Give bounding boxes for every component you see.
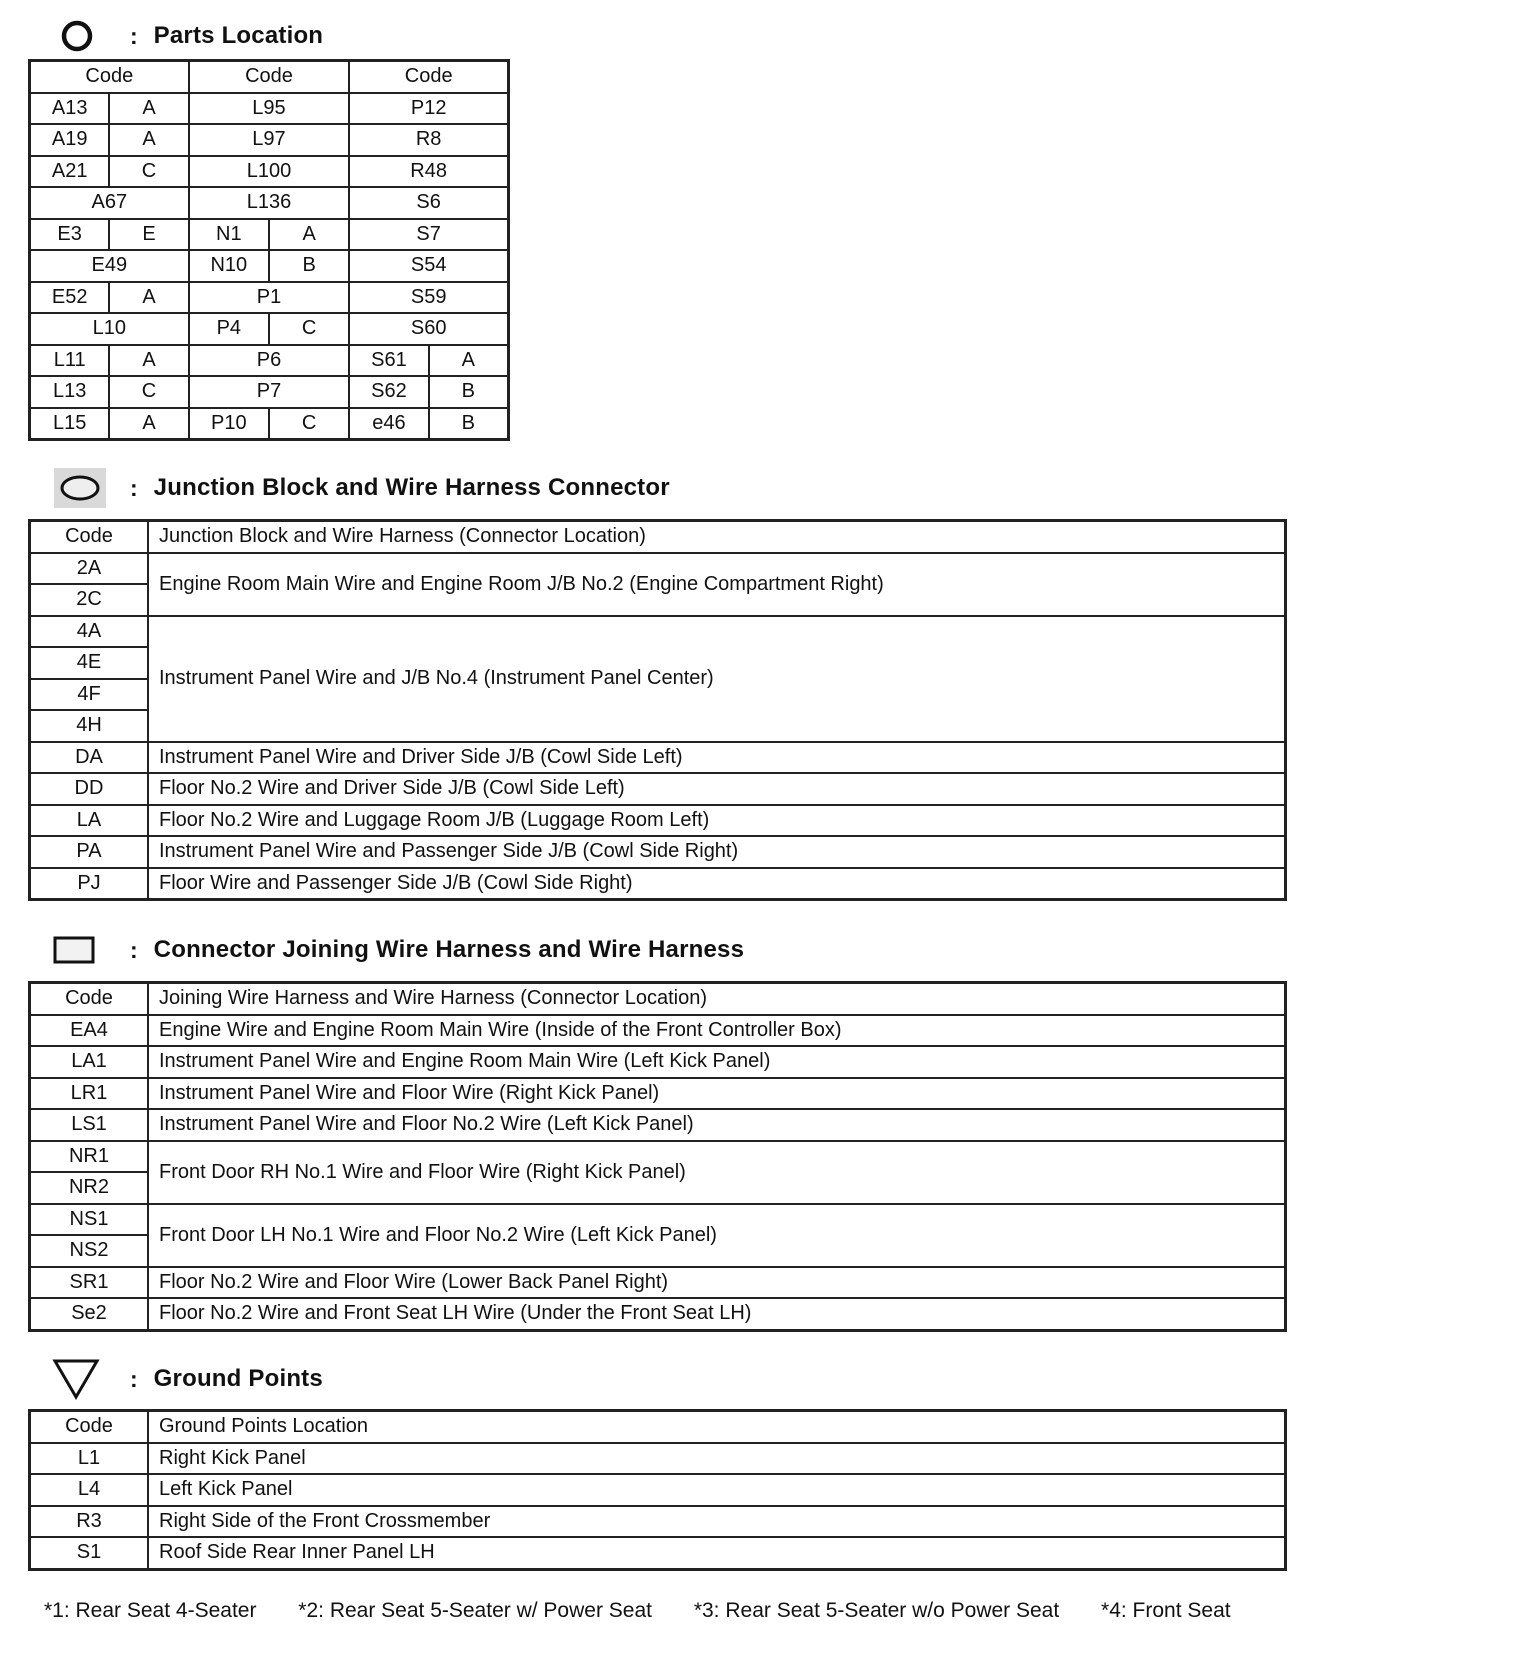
table-header-row [30,1411,1285,1443]
part-code: P7 [189,376,350,408]
table-row [30,250,508,282]
table-header-row [30,61,508,93]
connector-code: DD [30,773,148,805]
connector-code: LA [30,805,148,837]
part-variant: B [429,408,508,440]
location-description: Floor No.2 Wire and Driver Side J/B (Cowl Side Left) [148,773,1285,805]
connector-code: 2A [30,553,148,585]
circle-outline-icon [52,14,108,58]
location-description: Left Kick Panel [148,1474,1285,1506]
part-code: E52 [30,282,109,314]
part-code: L136 [189,187,350,219]
part-variant: E [109,219,188,251]
table-row [30,1141,1285,1173]
column-header: Code [349,61,508,93]
junction-block-heading [52,466,670,510]
section-title: Parts Location [153,22,324,49]
table-row [30,1046,1285,1078]
column-header: Code [30,61,189,93]
location-description: Instrument Panel Wire and Engine Room Main Wire (Left Kick Panel) [148,1046,1285,1078]
table-row [30,1537,1285,1569]
table-row [30,868,1285,900]
part-variant: A [109,408,188,440]
location-description: Instrument Panel Wire and Passenger Side J/B (Cowl Side Right) [148,836,1285,868]
part-variant: A [109,282,188,314]
rectangle-outline-icon [52,928,108,972]
part-variant: A [429,345,508,377]
part-code: S61 [349,345,428,377]
table-row [30,553,1285,585]
table-row [30,408,508,440]
connector-joining-heading [52,928,744,972]
connector-code: NR1 [30,1141,148,1173]
table-header-row [30,983,1285,1015]
connector-code: 4A [30,616,148,648]
part-code: S60 [349,313,508,345]
part-code: E3 [30,219,109,251]
location-description: Floor Wire and Passenger Side J/B (Cowl Side Right) [148,868,1285,900]
part-code: S54 [349,250,508,282]
location-description: Right Side of the Front Crossmember [148,1506,1285,1538]
connector-code: LA1 [30,1046,148,1078]
column-header-location: Junction Block and Wire Harness (Connector Location) [148,521,1285,553]
part-code: L15 [30,408,109,440]
part-code: E49 [30,250,189,282]
location-description: Floor No.2 Wire and Luggage Room J/B (Luggage Room Left) [148,805,1285,837]
location-description: Floor No.2 Wire and Front Seat LH Wire (Under the Front Seat LH) [148,1298,1285,1330]
triangle-down-icon [52,1357,108,1401]
table-row [30,1078,1285,1110]
part-code: P10 [189,408,269,440]
part-code: R8 [349,124,508,156]
connector-code: 4E [30,647,148,679]
section-title: Ground Points [153,1365,323,1392]
connector-code: L1 [30,1443,148,1475]
part-code: P12 [349,93,508,125]
location-description: Engine Room Main Wire and Engine Room J/B No.2 (Engine Compartment Right) [148,553,1285,616]
shaded-oval-icon [52,466,108,510]
table-row [30,616,1285,648]
part-code: N10 [189,250,269,282]
table-row [30,1443,1285,1475]
part-code: P1 [189,282,350,314]
part-code: L11 [30,345,109,377]
location-description: Instrument Panel Wire and Driver Side J/B (Cowl Side Left) [148,742,1285,774]
column-header-location: Ground Points Location [148,1411,1285,1443]
table-row [30,1298,1285,1330]
part-variant: B [269,250,349,282]
connector-joining-table [29,982,1286,1331]
footnote: *2: Rear Seat 5-Seater w/ Power Seat [298,1599,652,1622]
table-row [30,1506,1285,1538]
location-description: Floor No.2 Wire and Floor Wire (Lower Back Panel Right) [148,1267,1285,1299]
part-code: L13 [30,376,109,408]
part-variant: A [269,219,349,251]
footnote: *4: Front Seat [1101,1599,1231,1622]
footnotes [44,1599,1231,1623]
table-header-row [30,521,1285,553]
table-row [30,1204,1285,1236]
column-header-location: Joining Wire Harness and Wire Harness (Connector Location) [148,983,1285,1015]
column-header-code: Code [30,983,148,1015]
parts-location-heading [52,14,323,58]
column-header: Code [189,61,350,93]
part-variant: C [269,408,349,440]
connector-code: S1 [30,1537,148,1569]
connector-code: PJ [30,868,148,900]
heading-colon: : [130,22,138,49]
connector-code: Se2 [30,1298,148,1330]
ground-points-table [29,1410,1286,1570]
part-code: P4 [189,313,269,345]
table-row [30,1015,1285,1047]
connector-code: 2C [30,584,148,616]
part-code: S7 [349,219,508,251]
connector-code: L4 [30,1474,148,1506]
part-code: A21 [30,156,109,188]
location-description: Instrument Panel Wire and Floor Wire (Right Kick Panel) [148,1078,1285,1110]
connector-code: EA4 [30,1015,148,1047]
table-row [30,836,1285,868]
part-code: L97 [189,124,350,156]
part-code: A19 [30,124,109,156]
column-header-code: Code [30,521,148,553]
section-title: Junction Block and Wire Harness Connector [153,474,670,501]
location-description: Engine Wire and Engine Room Main Wire (Inside of the Front Controller Box) [148,1015,1285,1047]
location-description: Right Kick Panel [148,1443,1285,1475]
part-variant: C [269,313,349,345]
location-description: Front Door RH No.1 Wire and Floor Wire (Right Kick Panel) [148,1141,1285,1204]
table-row [30,124,508,156]
table-row [30,773,1285,805]
part-variant: B [429,376,508,408]
part-code: S6 [349,187,508,219]
location-description: Instrument Panel Wire and J/B No.4 (Instrument Panel Center) [148,616,1285,742]
column-header-code: Code [30,1411,148,1443]
table-row [30,345,508,377]
location-description: Roof Side Rear Inner Panel LH [148,1537,1285,1569]
location-description: Front Door LH No.1 Wire and Floor No.2 Wire (Left Kick Panel) [148,1204,1285,1267]
connector-code: NS2 [30,1235,148,1267]
part-variant: C [109,156,188,188]
table-row [30,187,508,219]
heading-colon: : [130,936,138,963]
connector-code: NS1 [30,1204,148,1236]
part-variant: A [109,345,188,377]
connector-code: SR1 [30,1267,148,1299]
table-row [30,313,508,345]
connector-code: 4F [30,679,148,711]
part-code: e46 [349,408,428,440]
heading-colon: : [130,1365,138,1392]
part-variant: A [109,93,188,125]
table-row [30,1267,1285,1299]
connector-code: DA [30,742,148,774]
connector-code: LR1 [30,1078,148,1110]
connector-code: LS1 [30,1109,148,1141]
footnote: *1: Rear Seat 4-Seater [44,1599,257,1622]
heading-colon: : [130,474,138,501]
connector-code: R3 [30,1506,148,1538]
part-code: R48 [349,156,508,188]
part-code: L100 [189,156,350,188]
parts-location-table [29,60,509,440]
part-code: N1 [189,219,269,251]
footnote: *3: Rear Seat 5-Seater w/o Power Seat [693,1599,1060,1622]
connector-code: 4H [30,710,148,742]
part-code: A67 [30,187,189,219]
part-variant: A [109,124,188,156]
ground-points-heading [52,1357,323,1401]
part-code: S62 [349,376,428,408]
table-row [30,805,1285,837]
part-code: L95 [189,93,350,125]
table-row [30,1109,1285,1141]
table-row [30,1474,1285,1506]
location-description: Instrument Panel Wire and Floor No.2 Wire (Left Kick Panel) [148,1109,1285,1141]
part-code: L10 [30,313,189,345]
table-row [30,93,508,125]
table-row [30,742,1285,774]
table-row [30,282,508,314]
part-variant: C [109,376,188,408]
junction-block-table [29,520,1286,900]
section-title: Connector Joining Wire Harness and Wire Harness [153,936,745,963]
table-row [30,156,508,188]
table-row [30,376,508,408]
part-code: A13 [30,93,109,125]
table-row [30,219,508,251]
connector-code: NR2 [30,1172,148,1204]
connector-code: PA [30,836,148,868]
part-code: P6 [189,345,350,377]
part-code: S59 [349,282,508,314]
